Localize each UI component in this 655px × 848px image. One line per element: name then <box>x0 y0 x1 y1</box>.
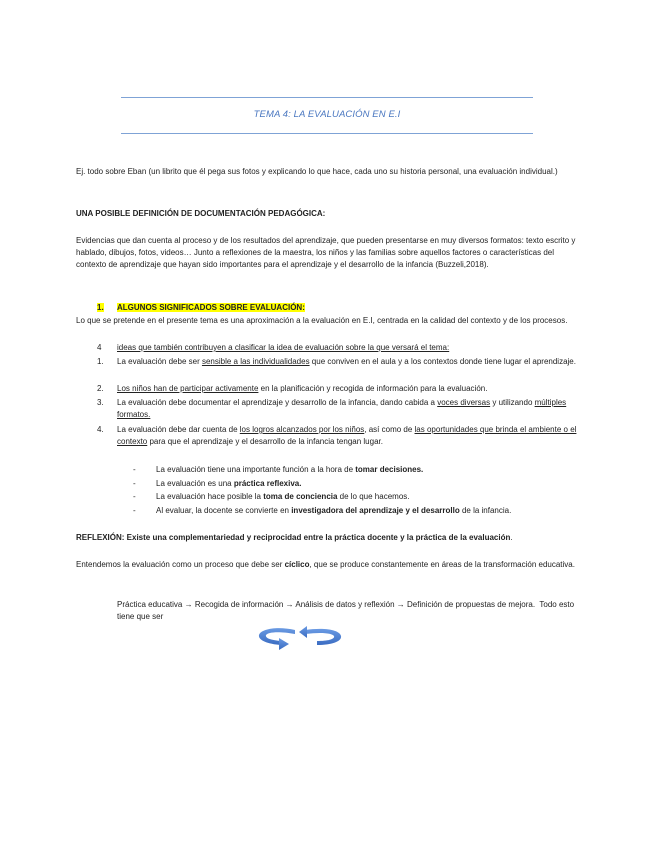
item-text: que conviven en el aula y a los contextos donde tiene lugar el aprendizaje. <box>309 357 576 366</box>
item-text: para que el aprendizaje y el desarrollo de la infancia tengan lugar. <box>147 437 383 446</box>
bullet-bold: investigadora del aprendizaje y el desarrollo <box>291 506 460 515</box>
arrow-right-icon: → <box>184 600 193 609</box>
item-underlined: voces diversas <box>437 398 491 407</box>
intro-paragraph: Ej. todo sobre Eban (un librito que él pega sus fotos y explicando lo que hace, cada uno su historia personal, una evaluación individual.) <box>76 167 558 176</box>
item-underlined: los logros alcanzados por los niños <box>239 425 365 434</box>
flow-step: Práctica educativa <box>117 600 183 609</box>
list-item <box>117 397 577 421</box>
section-number-text: 1. <box>97 303 104 312</box>
flow-step: Análisis de datos y reflexión <box>295 600 395 609</box>
bullet-text: de la infancia. <box>459 506 512 515</box>
cycle-arrow-left <box>259 628 295 645</box>
bullet-item <box>156 464 576 476</box>
page-title: TEMA 4: LA EVALUACIÓN EN E.I <box>253 109 401 120</box>
item-number: 3. <box>97 398 104 407</box>
item-text: en la planificación y recogida de información para la evaluación. <box>258 384 488 393</box>
list-intro <box>117 342 577 354</box>
bullet-dash: - <box>133 465 136 474</box>
bullet-text: La evaluación es una <box>156 479 234 488</box>
bullet-item <box>156 505 576 517</box>
bullet-item <box>156 478 576 490</box>
bullet-bold: toma de conciencia <box>263 492 338 501</box>
section-heading-text: ALGUNOS SIGNIFICADOS SOBRE EVALUACIÓN: <box>117 303 305 312</box>
item-text: La evaluación debe ser <box>117 357 202 366</box>
item-text: , así como de <box>364 425 415 434</box>
bullet-text: La evaluación hace posible la <box>156 492 264 501</box>
reflection-paragraph <box>76 532 581 544</box>
cycle-arrows-icon <box>255 623 345 651</box>
item-number: 1. <box>97 357 104 366</box>
cycle-arrow-left-head <box>279 638 289 650</box>
cycle-text: Entendemos la evaluación como un proceso que debe ser <box>76 560 285 569</box>
list-intro-number: 4 <box>97 343 102 352</box>
definition-heading: UNA POSIBLE DEFINICIÓN DE DOCUMENTACIÓN PEDAGÓGICA: <box>76 209 326 218</box>
cycle-arrow-right <box>305 629 341 645</box>
bullet-text: Al evaluar, la docente se convierte en <box>156 506 292 515</box>
reflection-period: . <box>510 533 513 542</box>
arrow-right-icon: → <box>396 600 405 609</box>
list-item <box>117 356 577 368</box>
list-item <box>117 424 577 448</box>
item-text: y utilizando <box>490 398 535 407</box>
cycle-arrow-right-head <box>299 626 307 638</box>
list-item <box>117 383 577 395</box>
cycle-paragraph <box>76 559 581 571</box>
section-paragraph: Lo que se pretende en el presente tema es una aproximación a la evaluación en E.I, centrada en la calidad del contexto y de los procesos. <box>76 316 568 325</box>
definition-paragraph: Evidencias que dan cuenta al proceso y de los resultados del aprendizaje, que pueden presentarse en muy diversos formatos: texto escrito y hablado, dibujos, fotos, videos… Junto a reflexiones de la maestra, los niños y las familias sobre aquellos factores o características del contexto de aprendizaje que hayan sido importantes para el aprendizaje y el desarrollo de la infancia (Buzzeli,2018). <box>76 236 576 269</box>
flow-tail: Todo esto tiene que ser <box>117 600 575 621</box>
bullet-bold: tomar decisiones. <box>355 465 424 474</box>
bullet-item <box>156 491 576 503</box>
item-text: La evaluación debe documentar el aprendizaje y desarrollo de la infancia, dando cabida a <box>117 398 438 407</box>
arrow-right-icon: → <box>285 600 294 609</box>
item-text: La evaluación debe dar cuenta de <box>117 425 240 434</box>
section-heading <box>117 302 577 314</box>
bullet-text: de lo que hacemos. <box>337 492 410 501</box>
bullet-dash: - <box>133 479 136 488</box>
process-flow <box>117 599 577 623</box>
item-underlined: sensible a las individualidades <box>201 357 310 366</box>
cycle-bold: cíclico <box>284 560 310 569</box>
item-underlined: las oportunidades que brinda el ambiente o el contexto <box>117 425 577 446</box>
bullet-dash: - <box>133 506 136 515</box>
item-number: 4. <box>97 425 104 434</box>
title-rule-bottom <box>121 133 533 134</box>
reflection-text: REFLEXIÓN: Existe una complementariedad y reciprocidad entre la práctica docente y la práctica de la evaluación <box>76 533 511 542</box>
section-number <box>97 302 104 314</box>
title-rule-top <box>121 97 533 98</box>
item-underlined: múltiples formatos. <box>117 398 567 419</box>
bullet-dash: - <box>133 492 136 501</box>
cycle-text: , que se produce constantemente en áreas de la transformación educativa. <box>309 560 575 569</box>
bullet-text: La evaluación tiene una importante función a la hora de <box>156 465 356 474</box>
list-intro-text: ideas que también contribuyen a clasificar la idea de evaluación sobre la que versará el tema: <box>117 343 450 352</box>
flow-step: Recogida de información <box>194 600 284 609</box>
bullet-bold: práctica reflexiva. <box>233 479 302 488</box>
item-number: 2. <box>97 384 104 393</box>
flow-step: Definición de propuestas de mejora. <box>407 600 536 609</box>
item-underlined: Los niños han de participar activamente <box>117 384 259 393</box>
